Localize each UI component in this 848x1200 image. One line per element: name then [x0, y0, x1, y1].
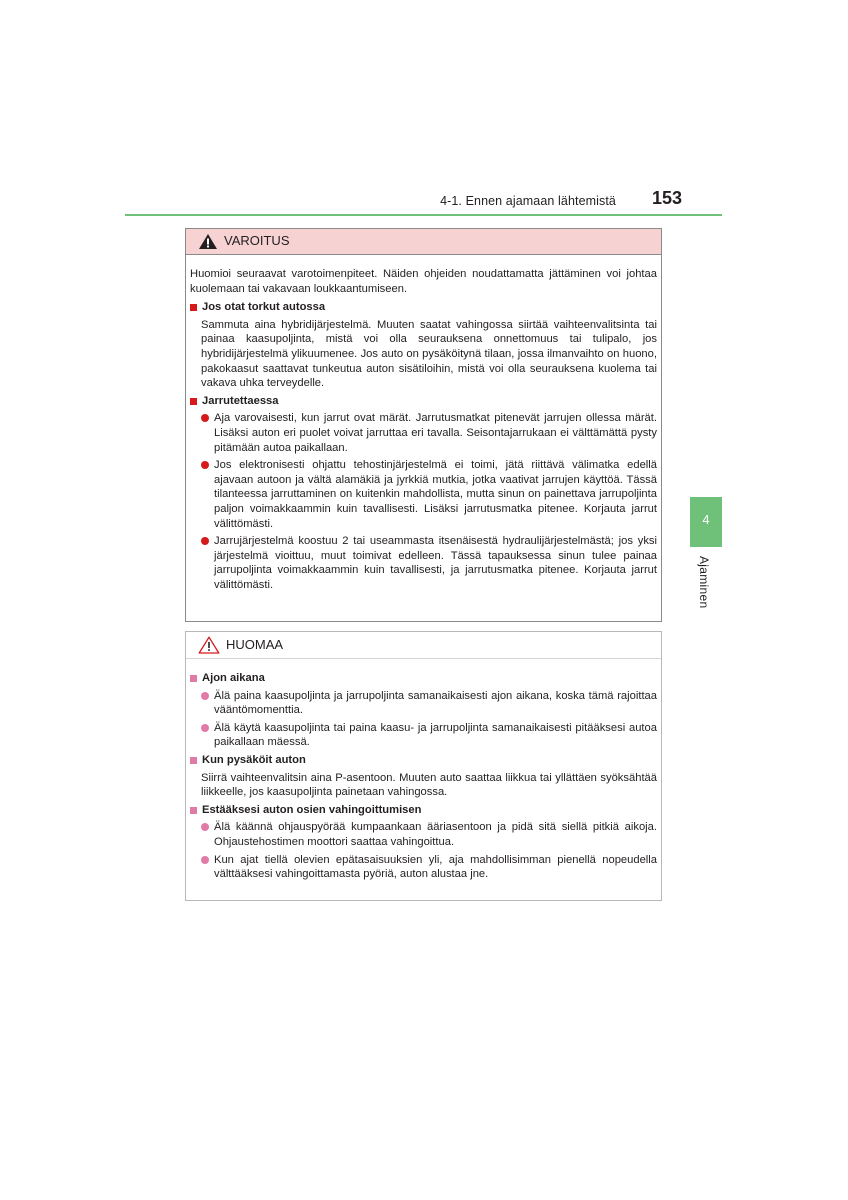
- warning-triangle-icon: [198, 233, 218, 250]
- notice-header: [186, 632, 661, 659]
- notice-box: [185, 631, 662, 901]
- bullet-text: Aja varovaisesti, kun jarrut ovat märät. Jarrutusmatkat pitenevät jarrujen ollessa märät. Lisäksi auton eri puolet voivat jarruttaa eri tavalla. Seisontajarrukaan ei välttämättä pysty pitämään autoa paikallaan.: [214, 412, 657, 454]
- section-title-text: Ajon aikana: [202, 672, 265, 684]
- bullet-dot-icon: [201, 823, 209, 831]
- bullet-text: Älä paina kaasupoljinta ja jarrupoljinta samanaikaisesti ajon aikana, koska tämä rajoittaa vääntömomenttia.: [214, 689, 657, 717]
- section-title: [190, 803, 657, 818]
- chapter-label: Ajaminen: [697, 556, 711, 609]
- warning-header: [186, 229, 661, 255]
- section-title: [190, 394, 657, 409]
- bullet-item: [190, 458, 657, 531]
- section-title: [190, 753, 657, 768]
- warning-box: [185, 228, 662, 622]
- page-number: 153: [651, 188, 682, 208]
- warning-intro: Huomioi seuraavat varotoimenpiteet. Näiden ohjeiden noudattamatta jättäminen voi johtaa kuolemaan tai vakavaan loukkaantumiseen.: [190, 268, 657, 295]
- section-marker-icon: [190, 675, 197, 682]
- bullet-item: [190, 534, 657, 592]
- section-title-text: Jarrutettaessa: [202, 394, 279, 407]
- warning-title: VAROITUS: [224, 233, 290, 249]
- header-rule: [125, 214, 722, 216]
- section-title-text: Estääksesi auton osien vahingoittumisen: [202, 803, 422, 816]
- bullet-text: Jarrujärjestelmä koostuu 2 tai useammasta itsenäisestä hydraulijärjestelmästä; jos yksi järjestelmä vioittuu, muut toimivat edelleen. Tässä tapauksessa sinun tulee painaa jarrupoljinta voimakkaammin kuin tavallisesti, ja jarrutusmatka pitenee. Korjauta jarrut välittömästi.: [214, 535, 657, 591]
- bullet-dot-icon: [201, 692, 209, 700]
- bullet-item: [190, 411, 657, 455]
- caution-triangle-icon: [198, 636, 220, 654]
- header-title: 4-1. Ennen ajamaan lähtemistä: [440, 194, 616, 208]
- notice-title: HUOMAA: [226, 636, 284, 652]
- bullet-text: Kun ajat tiellä olevien epätasaisuuksien yli, aja mahdollisimman pienellä nopeudella välttääksesi vahingoittamasta pyöriä, auton alustaa jne.: [214, 853, 657, 881]
- section-title: [190, 671, 657, 686]
- section-title: [190, 300, 657, 315]
- bullet-text: Älä käytä kaasupoljinta tai paina kaasu- ja jarrupoljinta samanaikaisesti pitääksesi autoa paikallaan mäessä.: [214, 721, 657, 749]
- notice-body: [186, 659, 661, 882]
- bullet-dot-icon: [201, 724, 209, 732]
- section-text: Siirrä vaihteenvalitsin aina P-asentoon. Muuten auto saattaa liikkua tai yllättäen syöksähtää liikkeelle, jos kaasupoljinta painetaan vahingossa.: [201, 771, 657, 799]
- section-title-text: Kun pysäköit auton: [202, 753, 306, 766]
- section-marker-icon: [190, 757, 197, 764]
- warning-body: [186, 255, 661, 592]
- bullet-dot-icon: [201, 414, 209, 422]
- bullet-item: [190, 721, 657, 750]
- section-marker-icon: [190, 304, 197, 311]
- bullet-text: Jos elektronisesti ohjattu tehostinjärjestelmä ei toimi, jätä riittävä välimatka edellä ajavaan autoon ja vältä alamäkiä ja jyrkkiä mutkia, jotka vaativat jarrujen käyttöä. Tässä tilanteessa jarruttaminen on kuitenkin mahdollista, mutta sinun on painettava jarrupoljinta paljon voimakkaammin kuin tavallisesti. Lisäksi jarrutusmatka pitenee. Korjauta jarrut välittömästi.: [214, 459, 657, 530]
- bullet-item: [190, 820, 657, 849]
- chapter-tab: 4: [690, 497, 722, 547]
- section-marker-icon: [190, 807, 197, 814]
- bullet-item: [190, 853, 657, 882]
- bullet-dot-icon: [201, 537, 209, 545]
- bullet-item: [190, 689, 657, 718]
- section-marker-icon: [190, 398, 197, 405]
- bullet-text: Älä käännä ohjauspyörää kumpaankaan ääriasentoon ja pidä sitä siellä pitkiä aikoja. Ohjaustehostimen moottori saattaa vahingoittua.: [214, 821, 657, 848]
- section-text: Sammuta aina hybridijärjestelmä. Muuten saatat vahingossa siirtää vaihteenvalitsinta tai painaa kaasupoljinta, mistä voi olla seurauksena onnettomuus tai tulipalo, jos hybridijärjestelmä ylikuumenee. Jos auto on pysäköitynä tilaan, jossa ilmanvaihto on huono, pakokaasut saattavat tunkeutua auton sisätiloihin, mistä voi olla seurauksena kuolema tai vakava uhka terveydelle.: [201, 318, 657, 390]
- section-title-text: Jos otat torkut autossa: [202, 301, 326, 314]
- bullet-dot-icon: [201, 461, 209, 469]
- bullet-dot-icon: [201, 856, 209, 864]
